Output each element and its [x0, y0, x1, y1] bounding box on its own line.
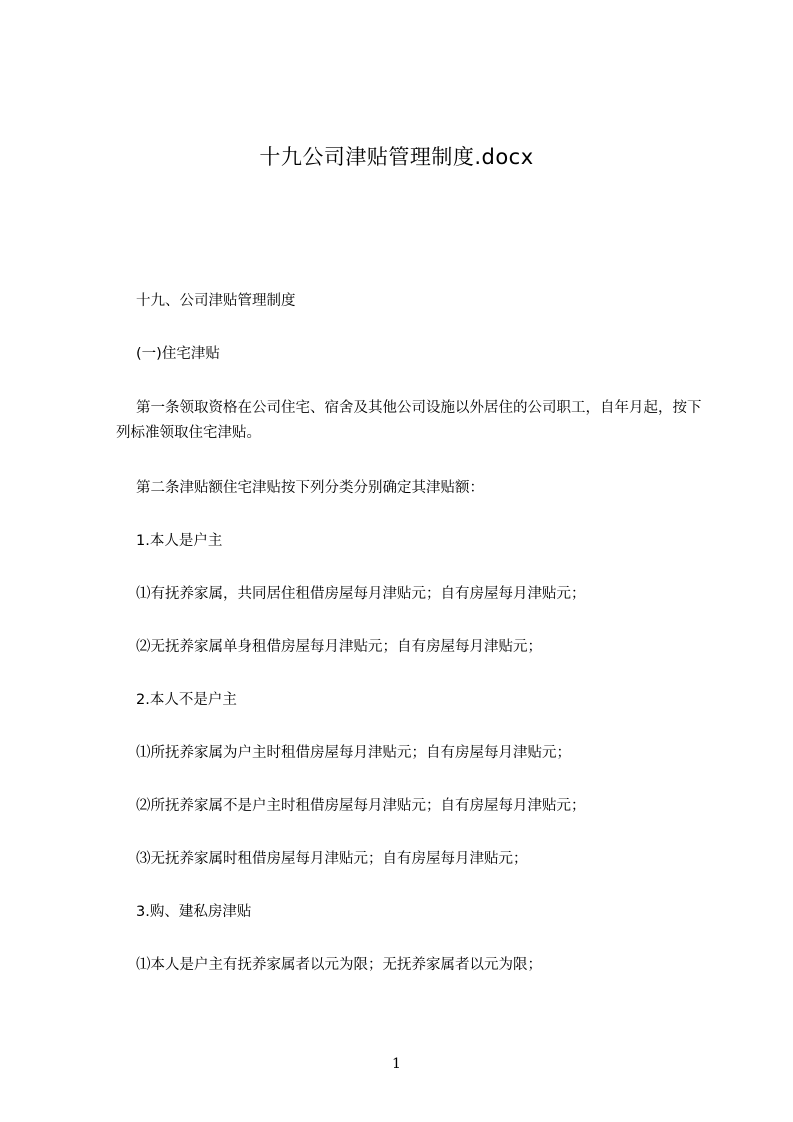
article-2-paragraph: 第二条津贴额住宅津贴按下列分类分别确定其津贴额：: [136, 480, 484, 496]
list-item: ⑵所抚养家属不是户主时租借房屋每月津贴元；自有房屋每月津贴元；: [136, 798, 586, 814]
page-number: 1: [392, 1056, 401, 1072]
list-item: ⑶无抚养家属时租借房屋每月津贴元；自有房屋每月津贴元；: [136, 851, 528, 867]
document-body: [118, 0, 703, 1000]
article-1-paragraph: 第一条领取资格在公司住宅、宿舍及其他公司设施以外居住的公司职工，自年月起，按下列标准领取住宅津贴。: [116, 400, 702, 441]
subsection-heading: (一)住宅津贴: [136, 346, 220, 362]
list-item: ⑴所抚养家属为户主时租借房屋每月津贴元；自有房屋每月津贴元；: [136, 745, 571, 761]
list-item: ⑴本人是户主有抚养家属者以元为限；无抚养家属者以元为限；: [136, 957, 542, 973]
list-item: ⑴有抚养家属，共同居住租借房屋每月津贴元；自有房屋每月津贴元；: [136, 586, 586, 602]
document-title: 十九公司津贴管理制度.docx: [259, 145, 534, 169]
category-3-heading: 3.购、建私房津贴: [136, 904, 252, 920]
category-1-heading: 1.本人是户主: [136, 533, 223, 549]
section-heading: 十九、公司津贴管理制度: [136, 293, 296, 309]
category-2-heading: 2.本人不是户主: [136, 692, 237, 708]
list-item: ⑵无抚养家属单身租借房屋每月津贴元；自有房屋每月津贴元；: [136, 639, 542, 655]
